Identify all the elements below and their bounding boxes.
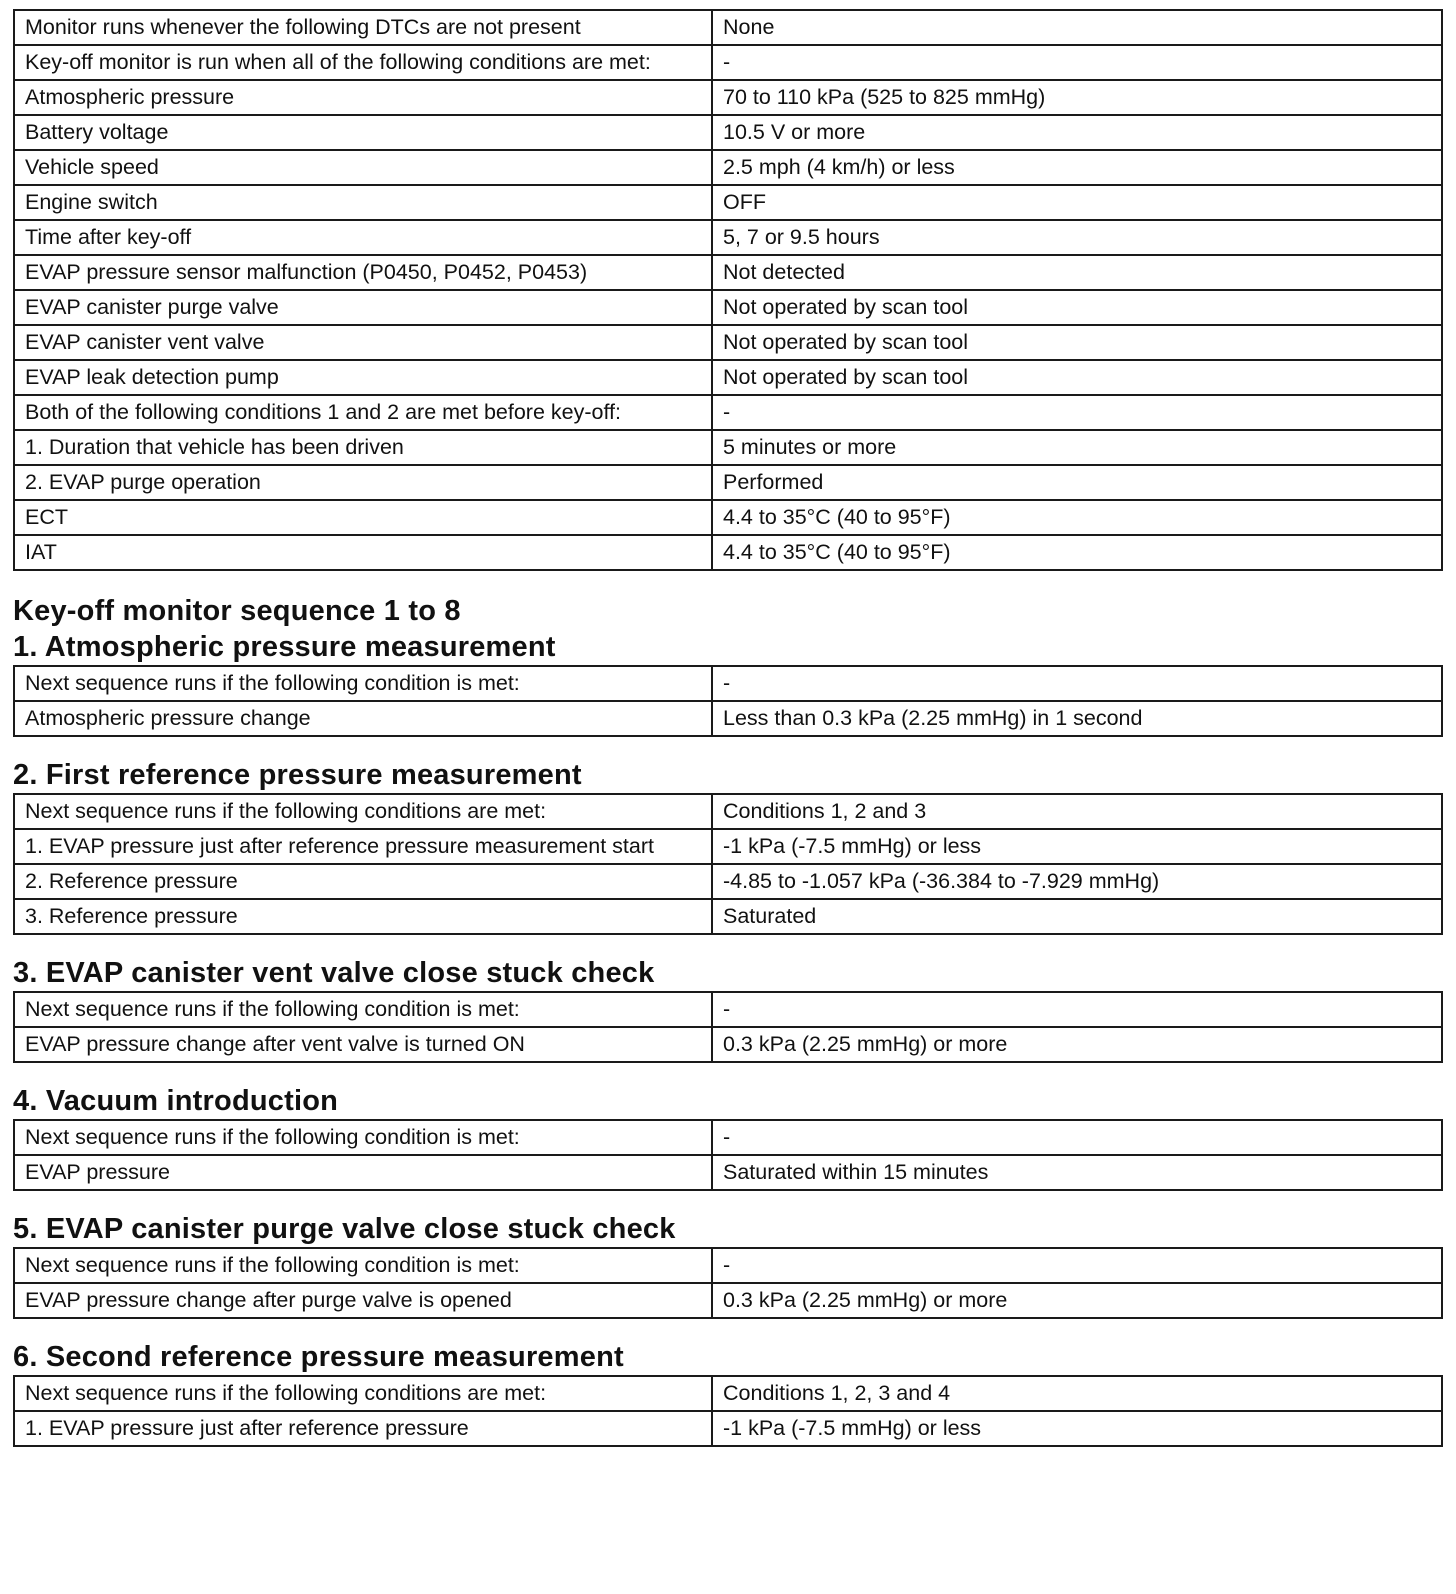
condition-value-cell: Less than 0.3 kPa (2.25 mmHg) in 1 second xyxy=(712,701,1442,736)
sequence-section xyxy=(13,935,1437,1063)
condition-label-cell: EVAP pressure xyxy=(14,1155,712,1190)
condition-value-cell: - xyxy=(712,992,1442,1027)
condition-value-cell: Saturated within 15 minutes xyxy=(712,1155,1442,1190)
section-title: 6. Second reference pressure measurement xyxy=(13,1341,624,1373)
condition-value-cell: 2.5 mph (4 km/h) or less xyxy=(712,150,1442,185)
condition-value-cell: None xyxy=(712,10,1442,45)
condition-label-cell: 1. Duration that vehicle has been driven xyxy=(14,430,712,465)
section-title: 2. First reference pressure measurement xyxy=(13,759,582,791)
condition-label-cell: Next sequence runs if the following conditions are met: xyxy=(14,794,712,829)
table-row xyxy=(14,1248,1442,1283)
condition-value-cell: 70 to 110 kPa (525 to 825 mmHg) xyxy=(712,80,1442,115)
table-row xyxy=(14,1155,1442,1190)
condition-label-cell: Key-off monitor is run when all of the following conditions are met: xyxy=(14,45,712,80)
table-row xyxy=(14,430,1442,465)
condition-value-cell: 10.5 V or more xyxy=(712,115,1442,150)
condition-value-cell: -1 kPa (-7.5 mmHg) or less xyxy=(712,829,1442,864)
spacer xyxy=(13,1063,1437,1083)
condition-label-cell: 1. EVAP pressure just after reference pressure measurement start xyxy=(14,829,712,864)
sequence-section xyxy=(13,1191,1437,1319)
condition-value-cell: 5 minutes or more xyxy=(712,430,1442,465)
table-row xyxy=(14,150,1442,185)
table-row xyxy=(14,325,1442,360)
section-title: 1. Atmospheric pressure measurement xyxy=(13,631,556,663)
condition-label-cell: Next sequence runs if the following condition is met: xyxy=(14,666,712,701)
section-conditions-body xyxy=(14,992,1442,1062)
section-conditions-body xyxy=(14,1376,1442,1446)
table-row xyxy=(14,115,1442,150)
condition-value-cell: Not detected xyxy=(712,255,1442,290)
condition-label-cell: EVAP pressure change after vent valve is turned ON xyxy=(14,1027,712,1062)
section-conditions-table xyxy=(13,1247,1443,1319)
condition-value-cell: 0.3 kPa (2.25 mmHg) or more xyxy=(712,1283,1442,1318)
sequence-section xyxy=(13,737,1437,935)
table-row xyxy=(14,395,1442,430)
table-row xyxy=(14,701,1442,736)
condition-label-cell: EVAP leak detection pump xyxy=(14,360,712,395)
condition-label-cell: EVAP pressure sensor malfunction (P0450, P0452, P0453) xyxy=(14,255,712,290)
condition-value-cell: Not operated by scan tool xyxy=(712,290,1442,325)
condition-value-cell: - xyxy=(712,395,1442,430)
condition-label-cell: EVAP pressure change after purge valve is opened xyxy=(14,1283,712,1318)
sequence-heading: Key-off monitor sequence 1 to 8 xyxy=(13,595,461,627)
condition-value-cell: 4.4 to 35°C (40 to 95°F) xyxy=(712,500,1442,535)
condition-label-cell: Atmospheric pressure change xyxy=(14,701,712,736)
table-row xyxy=(14,1027,1442,1062)
section-conditions-table xyxy=(13,1119,1443,1191)
table-row xyxy=(14,829,1442,864)
table-row xyxy=(14,80,1442,115)
condition-label-cell: Next sequence runs if the following condition is met: xyxy=(14,1120,712,1155)
monitor-conditions-table xyxy=(13,9,1443,571)
section-conditions-table xyxy=(13,665,1443,737)
condition-value-cell: - xyxy=(712,1120,1442,1155)
condition-label-cell: Vehicle speed xyxy=(14,150,712,185)
condition-value-cell: Saturated xyxy=(712,899,1442,934)
table-row xyxy=(14,794,1442,829)
spacer xyxy=(13,1191,1437,1211)
table-row xyxy=(14,666,1442,701)
condition-label-cell: 2. EVAP purge operation xyxy=(14,465,712,500)
monitor-conditions-body xyxy=(14,10,1442,570)
section-conditions-body xyxy=(14,1248,1442,1318)
condition-label-cell: Engine switch xyxy=(14,185,712,220)
table-row xyxy=(14,220,1442,255)
section-title: 5. EVAP canister purge valve close stuck check xyxy=(13,1213,676,1245)
condition-value-cell: - xyxy=(712,1248,1442,1283)
table-row xyxy=(14,45,1442,80)
condition-label-cell: IAT xyxy=(14,535,712,570)
sequence-section xyxy=(13,1063,1437,1191)
section-conditions-table xyxy=(13,991,1443,1063)
table-row xyxy=(14,290,1442,325)
table-row xyxy=(14,465,1442,500)
sequence-section xyxy=(13,1319,1437,1447)
condition-label-cell: Monitor runs whenever the following DTCs are not present xyxy=(14,10,712,45)
table-row xyxy=(14,255,1442,290)
condition-label-cell: Both of the following conditions 1 and 2 are met before key-off: xyxy=(14,395,712,430)
table-row xyxy=(14,1376,1442,1411)
condition-value-cell: Conditions 1, 2 and 3 xyxy=(712,794,1442,829)
condition-value-cell: - xyxy=(712,666,1442,701)
condition-label-cell: Battery voltage xyxy=(14,115,712,150)
table-row xyxy=(14,1283,1442,1318)
section-conditions-body xyxy=(14,666,1442,736)
table-row xyxy=(14,1120,1442,1155)
condition-label-cell: 2. Reference pressure xyxy=(14,864,712,899)
condition-value-cell: Not operated by scan tool xyxy=(712,360,1442,395)
condition-label-cell: EVAP canister purge valve xyxy=(14,290,712,325)
spacer xyxy=(13,737,1437,757)
condition-label-cell: Next sequence runs if the following condition is met: xyxy=(14,1248,712,1283)
condition-label-cell: Next sequence runs if the following condition is met: xyxy=(14,992,712,1027)
condition-label-cell: 3. Reference pressure xyxy=(14,899,712,934)
table-row xyxy=(14,360,1442,395)
condition-value-cell: Performed xyxy=(712,465,1442,500)
condition-label-cell: EVAP canister vent valve xyxy=(14,325,712,360)
condition-value-cell: 5, 7 or 9.5 hours xyxy=(712,220,1442,255)
condition-label-cell: Time after key-off xyxy=(14,220,712,255)
table-row xyxy=(14,864,1442,899)
sequence-section xyxy=(13,629,1437,737)
condition-label-cell: 1. EVAP pressure just after reference pressure xyxy=(14,1411,712,1446)
section-title: 3. EVAP canister vent valve close stuck check xyxy=(13,957,655,989)
section-conditions-body xyxy=(14,794,1442,934)
condition-value-cell: -4.85 to -1.057 kPa (-36.384 to -7.929 mmHg) xyxy=(712,864,1442,899)
section-conditions-table xyxy=(13,1375,1443,1447)
section-conditions-table xyxy=(13,793,1443,935)
condition-value-cell: - xyxy=(712,45,1442,80)
table-row xyxy=(14,10,1442,45)
table-row xyxy=(14,500,1442,535)
spacer xyxy=(13,571,1437,593)
condition-label-cell: Atmospheric pressure xyxy=(14,80,712,115)
spacer xyxy=(13,1319,1437,1339)
condition-value-cell: OFF xyxy=(712,185,1442,220)
condition-label-cell: Next sequence runs if the following conditions are met: xyxy=(14,1376,712,1411)
table-row xyxy=(14,992,1442,1027)
condition-value-cell: -1 kPa (-7.5 mmHg) or less xyxy=(712,1411,1442,1446)
condition-value-cell: Conditions 1, 2, 3 and 4 xyxy=(712,1376,1442,1411)
document-page xyxy=(13,9,1437,1447)
condition-value-cell: 4.4 to 35°C (40 to 95°F) xyxy=(712,535,1442,570)
section-title: 4. Vacuum introduction xyxy=(13,1085,339,1117)
condition-label-cell: ECT xyxy=(14,500,712,535)
section-conditions-body xyxy=(14,1120,1442,1190)
condition-value-cell: Not operated by scan tool xyxy=(712,325,1442,360)
condition-value-cell: 0.3 kPa (2.25 mmHg) or more xyxy=(712,1027,1442,1062)
sequence-sections xyxy=(13,629,1437,1447)
spacer xyxy=(13,935,1437,955)
table-row xyxy=(14,535,1442,570)
table-row xyxy=(14,1411,1442,1446)
table-row xyxy=(14,899,1442,934)
table-row xyxy=(14,185,1442,220)
